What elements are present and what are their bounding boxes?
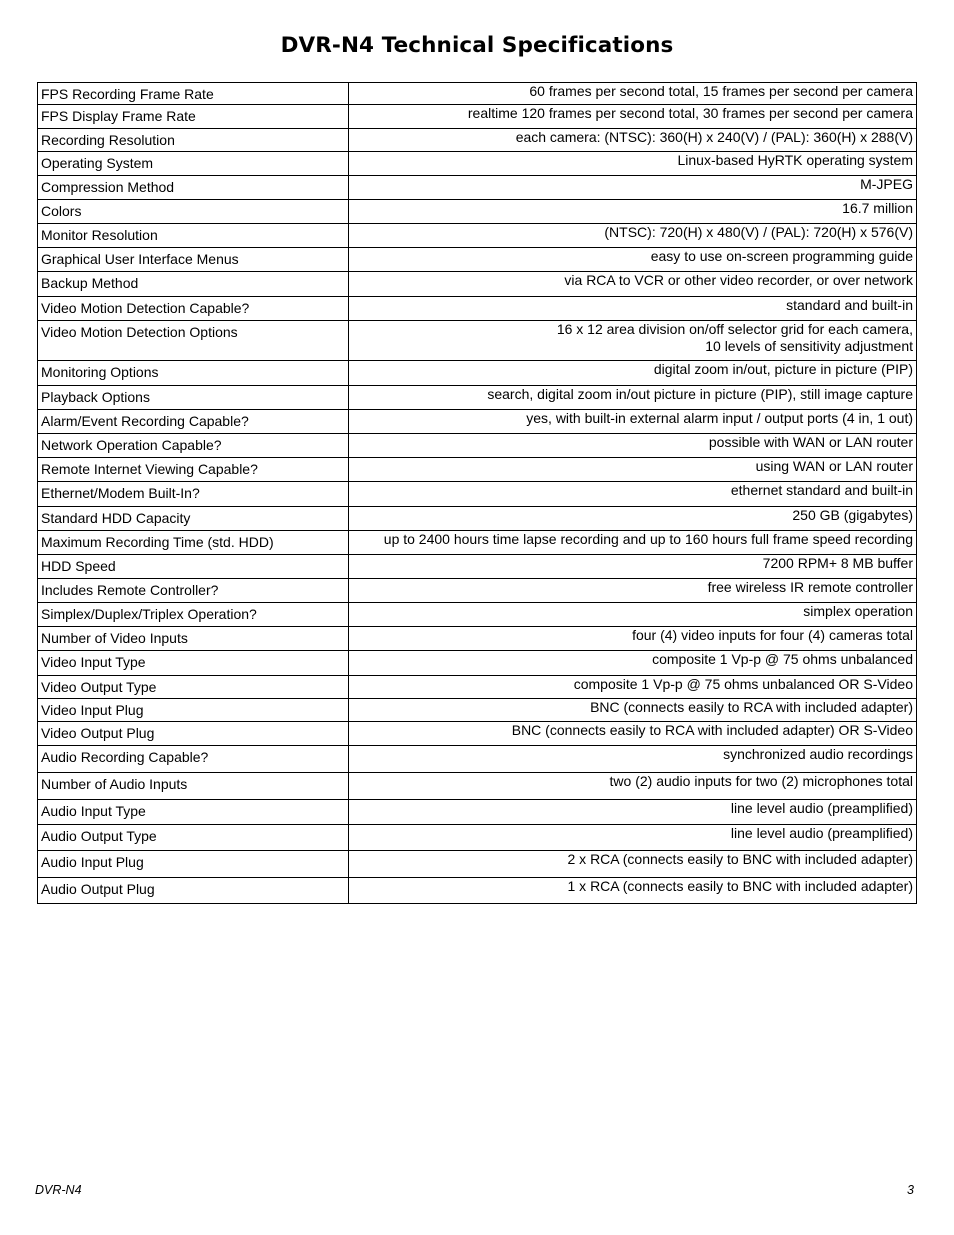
table-row bbox=[38, 878, 917, 904]
spec-label: FPS Recording Frame Rate bbox=[38, 83, 349, 105]
table-row bbox=[38, 651, 917, 676]
spec-value: line level audio (preamplified) bbox=[349, 800, 917, 825]
spec-label: Number of Audio Inputs bbox=[38, 773, 349, 800]
table-row bbox=[38, 129, 917, 152]
spec-value: realtime 120 frames per second total, 30 frames per second per camera bbox=[349, 105, 917, 129]
spec-label: Playback Options bbox=[38, 386, 349, 410]
table-row bbox=[38, 627, 917, 651]
spec-label: Audio Recording Capable? bbox=[38, 746, 349, 773]
table-row bbox=[38, 482, 917, 507]
spec-label: Audio Input Plug bbox=[38, 851, 349, 878]
table-row bbox=[38, 531, 917, 555]
table-row bbox=[38, 579, 917, 603]
table-row bbox=[38, 800, 917, 825]
table-row bbox=[38, 297, 917, 321]
spec-label: Operating System bbox=[38, 152, 349, 176]
spec-value: four (4) video inputs for four (4) cameras total bbox=[349, 627, 917, 651]
spec-value: 7200 RPM+ 8 MB buffer bbox=[349, 555, 917, 579]
spec-value: free wireless IR remote controller bbox=[349, 579, 917, 603]
spec-label: Audio Input Type bbox=[38, 800, 349, 825]
spec-label: Alarm/Event Recording Capable? bbox=[38, 410, 349, 434]
specifications-table-body bbox=[38, 83, 917, 904]
table-row bbox=[38, 555, 917, 579]
table-row bbox=[38, 507, 917, 531]
spec-label: Maximum Recording Time (std. HDD) bbox=[38, 531, 349, 555]
spec-value: BNC (connects easily to RCA with included adapter) bbox=[349, 699, 917, 722]
spec-value: BNC (connects easily to RCA with included adapter) OR S-Video bbox=[349, 722, 917, 746]
spec-value: 1 x RCA (connects easily to BNC with included adapter) bbox=[349, 878, 917, 904]
spec-label: Audio Output Plug bbox=[38, 878, 349, 904]
spec-value: up to 2400 hours time lapse recording and up to 160 hours full frame speed recording bbox=[349, 531, 917, 555]
spec-label: Recording Resolution bbox=[38, 129, 349, 152]
spec-value: yes, with built-in external alarm input / output ports (4 in, 1 out) bbox=[349, 410, 917, 434]
spec-value: simplex operation bbox=[349, 603, 917, 627]
table-row bbox=[38, 722, 917, 746]
table-row bbox=[38, 676, 917, 699]
spec-value: search, digital zoom in/out picture in picture (PIP), still image capture bbox=[349, 386, 917, 410]
spec-label: Video Output Plug bbox=[38, 722, 349, 746]
table-row bbox=[38, 83, 917, 105]
spec-value-line-1: 16 x 12 area division on/off selector grid for each camera, bbox=[556, 321, 913, 337]
spec-label: FPS Display Frame Rate bbox=[38, 105, 349, 129]
spec-label: Video Motion Detection Options bbox=[38, 321, 349, 361]
spec-value bbox=[349, 321, 917, 361]
spec-label: Monitor Resolution bbox=[38, 224, 349, 248]
spec-value: M-JPEG bbox=[349, 176, 917, 200]
footer-page-number: 3 bbox=[907, 1183, 914, 1197]
table-row bbox=[38, 434, 917, 458]
table-row bbox=[38, 321, 917, 361]
spec-value: Linux-based HyRTK operating system bbox=[349, 152, 917, 176]
spec-value-line-2: 10 levels of sensitivity adjustment bbox=[705, 337, 913, 354]
spec-value: via RCA to VCR or other video recorder, or over network bbox=[349, 272, 917, 297]
table-row bbox=[38, 105, 917, 129]
spec-label: Video Output Type bbox=[38, 676, 349, 699]
spec-value: easy to use on-screen programming guide bbox=[349, 248, 917, 272]
spec-value: ethernet standard and built-in bbox=[349, 482, 917, 507]
table-row bbox=[38, 746, 917, 773]
spec-value: 60 frames per second total, 15 frames per second per camera bbox=[349, 83, 917, 105]
spec-label: Ethernet/Modem Built-In? bbox=[38, 482, 349, 507]
spec-value: two (2) audio inputs for two (2) microphones total bbox=[349, 773, 917, 800]
spec-value: composite 1 Vp-p @ 75 ohms unbalanced bbox=[349, 651, 917, 676]
spec-value: 2 x RCA (connects easily to BNC with included adapter) bbox=[349, 851, 917, 878]
spec-label: Includes Remote Controller? bbox=[38, 579, 349, 603]
spec-value: each camera: (NTSC): 360(H) x 240(V) / (PAL): 360(H) x 288(V) bbox=[349, 129, 917, 152]
spec-label: Simplex/Duplex/Triplex Operation? bbox=[38, 603, 349, 627]
specifications-table bbox=[37, 82, 917, 904]
spec-value: 250 GB (gigabytes) bbox=[349, 507, 917, 531]
spec-value: synchronized audio recordings bbox=[349, 746, 917, 773]
spec-label: Video Motion Detection Capable? bbox=[38, 297, 349, 321]
spec-label: Graphical User Interface Menus bbox=[38, 248, 349, 272]
spec-label: Backup Method bbox=[38, 272, 349, 297]
spec-value: line level audio (preamplified) bbox=[349, 825, 917, 851]
table-row bbox=[38, 248, 917, 272]
spec-value: (NTSC): 720(H) x 480(V) / (PAL): 720(H) x 576(V) bbox=[349, 224, 917, 248]
table-row bbox=[38, 699, 917, 722]
spec-label: Remote Internet Viewing Capable? bbox=[38, 458, 349, 482]
table-row bbox=[38, 851, 917, 878]
spec-value: standard and built-in bbox=[349, 297, 917, 321]
spec-label: Number of Video Inputs bbox=[38, 627, 349, 651]
table-row bbox=[38, 272, 917, 297]
spec-value: 16.7 million bbox=[349, 200, 917, 224]
table-row bbox=[38, 410, 917, 434]
spec-value: using WAN or LAN router bbox=[349, 458, 917, 482]
spec-value: possible with WAN or LAN router bbox=[349, 434, 917, 458]
spec-label: Compression Method bbox=[38, 176, 349, 200]
spec-label: Monitoring Options bbox=[38, 361, 349, 386]
spec-label: Network Operation Capable? bbox=[38, 434, 349, 458]
table-row bbox=[38, 200, 917, 224]
table-row bbox=[38, 603, 917, 627]
spec-label: Colors bbox=[38, 200, 349, 224]
table-row bbox=[38, 386, 917, 410]
page-title: DVR-N4 Technical Specifications bbox=[280, 33, 674, 58]
spec-value: composite 1 Vp-p @ 75 ohms unbalanced OR S-Video bbox=[349, 676, 917, 699]
table-row bbox=[38, 176, 917, 200]
table-row bbox=[38, 224, 917, 248]
table-row bbox=[38, 825, 917, 851]
footer-model-name: DVR-N4 bbox=[35, 1183, 82, 1197]
spec-label: Video Input Type bbox=[38, 651, 349, 676]
spec-label: Video Input Plug bbox=[38, 699, 349, 722]
spec-label: Standard HDD Capacity bbox=[38, 507, 349, 531]
spec-label: HDD Speed bbox=[38, 555, 349, 579]
table-row bbox=[38, 773, 917, 800]
spec-value: digital zoom in/out, picture in picture (PIP) bbox=[349, 361, 917, 386]
spec-label: Audio Output Type bbox=[38, 825, 349, 851]
table-row bbox=[38, 152, 917, 176]
table-row bbox=[38, 458, 917, 482]
table-row bbox=[38, 361, 917, 386]
